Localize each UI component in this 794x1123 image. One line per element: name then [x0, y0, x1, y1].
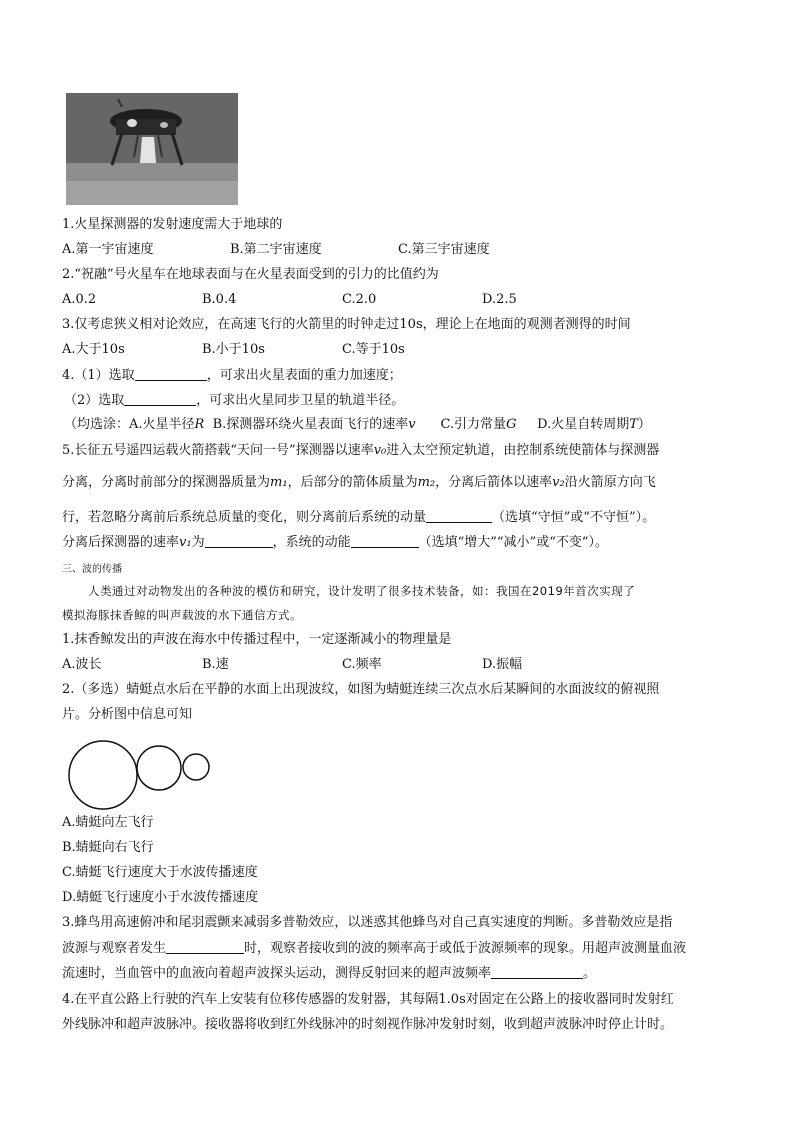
wave-question-3-line-2: 波源与观察者发生 时，观察者接收到的波的频率高于或低于波源频率的现象。用超声波测量血液: [62, 941, 687, 956]
option-b: B.0.4: [202, 292, 237, 307]
wave-question-3-line-3: 流速时，当血管中的血液向着超声波探头运动，测得反射回来的超声波频率 。: [62, 966, 597, 981]
option-b: B.第二宇宙速度: [230, 242, 322, 257]
question-1-text: 1.火星探测器的发射速度需大于地球的: [62, 217, 283, 232]
option-a: A.大于10s: [62, 342, 125, 357]
section-3-intro-line-2: 模拟海豚抹香鲸的叫声载波的水下通信方式。: [62, 608, 302, 622]
question-5-line-4: 分离后探测器的速率v₁为 ，系统的动能 （选填“增大”“减小”或“不变”）。: [62, 535, 608, 550]
water-ripple-diagram: [66, 734, 216, 810]
option-a: A.波长: [62, 657, 102, 672]
question-4-choices: （均选涂：A.火星半径R B.探测器环绕火星表面飞行的速率v C.引力常量G D.火星自转周期T）: [64, 417, 651, 432]
option-c: C.蜻蜓飞行速度大于水波传播速度: [62, 865, 258, 880]
option-b: B.小于10s: [202, 342, 265, 357]
option-c: C.等于10s: [342, 342, 405, 357]
option-d: D.2.5: [482, 292, 517, 307]
option-c: C.第三宇宙速度: [398, 242, 490, 257]
answer-blank[interactable]: [166, 939, 244, 954]
question-5-line-3: 行，若忽略分离前后系统总质量的变化，则分离前后系统的动量 （选填“守恒”或“不守恒”）。: [62, 510, 656, 525]
wave-question-2-line-2: 片。分析图中信息可知: [62, 707, 193, 722]
question-4-part1: 4.（1）选取 ，可求出火星表面的重力加速度；: [62, 368, 402, 383]
option-a: A.第一宇宙速度: [62, 242, 154, 257]
option-b: B.蜻蜓向右飞行: [62, 840, 154, 855]
wave-question-3-line-1: 3.蜂鸟用高速俯冲和尾羽震颤来减弱多普勒效应，以迷惑其他蜂鸟对自己真实速度的判断。多普勒效应是指: [62, 915, 673, 930]
option-c: C.频率: [342, 657, 382, 672]
answer-blank[interactable]: [135, 366, 207, 381]
question-5-line-2: 分离，分离时前部分的探测器质量为m₁，后部分的箭体质量为m₂，分离后箭体以速率v₂沿火箭原方向飞: [62, 475, 656, 490]
ripple-small: [183, 754, 209, 780]
ripple-medium: [137, 746, 181, 790]
wave-question-4-line-2: 外线脉冲和超声波脉冲。接收器将收到红外线脉冲的时刻视作脉冲发射时刻，收到超声波脉冲时停止计时。: [62, 1017, 674, 1032]
option-d: D.振幅: [482, 657, 523, 672]
section-3-intro-line-1: 人类通过对动物发出的各种波的模仿和研究，设计发明了很多技术装备，如：我国在2019年首次实现了: [88, 584, 636, 598]
ripple-large: [69, 741, 137, 809]
section-3-heading: 三、波的传播: [62, 564, 122, 575]
answer-blank[interactable]: [351, 533, 419, 548]
answer-blank[interactable]: [426, 508, 492, 523]
wave-question-4-line-1: 4.在平直公路上行驶的汽车上安装有位移传感器的发射器，其每隔1.0s对固定在公路上的接收器同时发射红: [62, 992, 674, 1007]
question-5-line-1: 5.长征五号遥四运载火箭搭载“天问一号”探测器以速率v₀进入太空预定轨道，由控制系统使箭体与探测器: [62, 443, 660, 458]
wave-question-1-text: 1.抹香鲸发出的声波在海水中传播过程中，一定逐渐减小的物理量是: [62, 632, 452, 647]
option-a: A.0.2: [62, 292, 97, 307]
answer-blank[interactable]: [205, 533, 273, 548]
option-c: C.2.0: [342, 292, 377, 307]
answer-blank[interactable]: [124, 391, 196, 406]
option-a: A.蜻蜓向左飞行: [62, 815, 154, 830]
question-4-part2: （2）选取 ，可求出火星同步卫星的轨道半径。: [64, 393, 405, 408]
question-3-text: 3.仅考虑狭义相对论效应，在高速飞行的火箭里的时钟走过10s，理论上在地面的观测者测得的时间: [62, 317, 631, 332]
question-2-text: 2.“祝融”号火星车在地球表面与在火星表面受到的引力的比值约为: [62, 267, 439, 282]
mars-lander-photo: [66, 93, 238, 205]
wave-question-2-line-1: 2.（多选）蜻蜓点水后在平静的水面上出现波纹，如图为蜻蜓连续三次点水后某瞬间的水面波纹的俯视照: [62, 682, 660, 697]
answer-blank[interactable]: [491, 964, 583, 979]
option-b: B.速: [202, 657, 229, 672]
option-d: D.蜻蜓飞行速度小于水波传播速度: [62, 890, 259, 905]
